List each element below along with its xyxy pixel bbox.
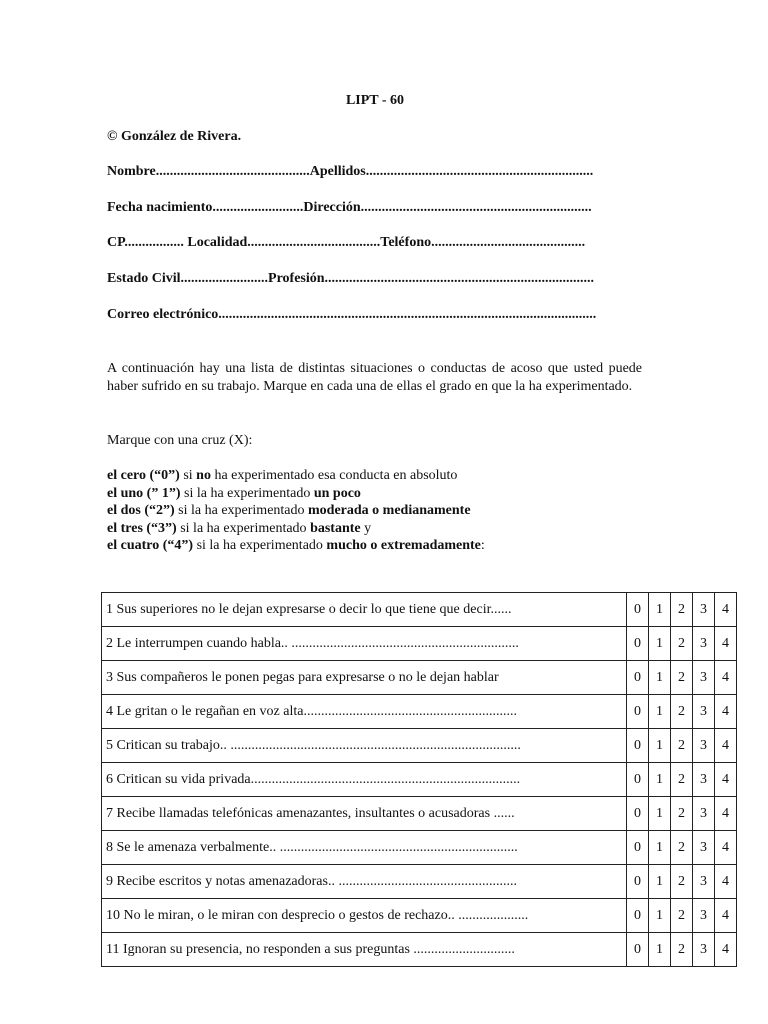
answer-option-4[interactable]: 4 [715,627,737,661]
answer-option-2[interactable]: 2 [671,593,693,627]
scale-mid-bold: no [196,468,211,483]
answer-option-3[interactable]: 3 [693,933,715,967]
answer-option-3[interactable]: 3 [693,865,715,899]
answer-option-3[interactable]: 3 [693,627,715,661]
answer-option-4[interactable]: 4 [715,763,737,797]
page-title: LIPT - 60 [345,93,405,108]
scale-mid-bold: bastante [310,520,361,536]
field-nombre-apellidos: Nombre............................................Apellidos................................................................. [107,164,594,179]
field-fecha-direccion: Fecha nacimiento..........................Dirección.................................................................. [107,200,592,215]
answer-option-2[interactable]: 2 [671,763,693,797]
answer-option-3[interactable]: 3 [693,729,715,763]
table-row [102,899,737,933]
question-text: 4 Le gritan o le regañan en voz alta............................................................. [102,695,627,729]
answer-option-4[interactable]: 4 [715,797,737,831]
table-row [102,661,737,695]
answer-option-4[interactable]: 4 [715,831,737,865]
answer-option-0[interactable]: 0 [627,831,649,865]
answer-option-0[interactable]: 0 [627,899,649,933]
field-cp-localidad-telefono: CP................. Localidad......................................Teléfono............................................ [107,235,586,250]
scale-mid: si [179,468,197,483]
table-row [102,695,737,729]
answer-option-0[interactable]: 0 [627,661,649,695]
table-row [102,933,737,967]
scale-mid: si la ha experimentado [176,520,311,536]
answer-option-1[interactable]: 1 [649,899,671,933]
scale-rest: : [480,538,485,553]
answer-option-0[interactable]: 0 [627,763,649,797]
question-text: 6 Critican su vida privada............................................................................. [102,763,627,797]
answer-option-3[interactable]: 3 [693,831,715,865]
answer-option-0[interactable]: 0 [627,933,649,967]
answer-option-4[interactable]: 4 [715,729,737,763]
scale-mid: si la ha experimentado [174,503,309,518]
answer-option-1[interactable]: 1 [649,695,671,729]
scale-line [107,520,485,538]
scale-line [107,537,485,555]
scale-rest: y [360,520,372,536]
answer-option-2[interactable]: 2 [671,831,693,865]
question-text: 8 Se le amenaza verbalmente.. .................................................................... [102,831,627,865]
answer-option-0[interactable]: 0 [627,627,649,661]
scale-key: el cuatro (“4”) [107,538,194,553]
answer-option-3[interactable]: 3 [693,593,715,627]
answer-option-4[interactable]: 4 [715,933,737,967]
question-text: 2 Le interrumpen cuando habla.. ................................................................. [102,627,627,661]
table-row [102,729,737,763]
scale-mid-bold: mucho o extremadamente [326,538,481,553]
answer-option-4[interactable]: 4 [715,899,737,933]
scale-mid: si la ha experimentado [180,485,314,501]
intro-paragraph: A continuación hay una lista de distintas situaciones o conductas de acoso que usted puede haber sufrido en su trabajo. Marque en cada una de ellas el grado en que la ha experimentado. [107,361,642,394]
scale-mid: si la ha experimentado [193,538,327,553]
scale-legend [107,467,485,555]
scale-key: el tres (“3”) [107,520,177,536]
answer-option-2[interactable]: 2 [671,865,693,899]
answer-option-3[interactable]: 3 [693,899,715,933]
answer-option-3[interactable]: 3 [693,695,715,729]
answer-option-2[interactable]: 2 [671,695,693,729]
answer-option-0[interactable]: 0 [627,797,649,831]
question-text: 3 Sus compañeros le ponen pegas para expresarse o no le dejan hablar [102,661,627,695]
scale-mid-bold: moderada o medianamente [308,503,471,518]
question-text: 9 Recibe escritos y notas amenazadoras.. ................................................... [102,865,627,899]
answer-option-1[interactable]: 1 [649,865,671,899]
answer-option-2[interactable]: 2 [671,627,693,661]
answer-option-3[interactable]: 3 [693,763,715,797]
answer-option-2[interactable]: 2 [671,933,693,967]
answer-option-1[interactable]: 1 [649,831,671,865]
answer-option-3[interactable]: 3 [693,661,715,695]
answer-option-4[interactable]: 4 [715,695,737,729]
table-row [102,831,737,865]
answer-option-1[interactable]: 1 [649,661,671,695]
answer-option-1[interactable]: 1 [649,763,671,797]
answer-option-2[interactable]: 2 [671,899,693,933]
scale-line [107,502,485,520]
answer-option-0[interactable]: 0 [627,593,649,627]
table-row [102,627,737,661]
answer-option-4[interactable]: 4 [715,865,737,899]
answer-option-1[interactable]: 1 [649,627,671,661]
question-text: 1 Sus superiores no le dejan expresarse o decir lo que tiene que decir...... [102,593,627,627]
field-correo-electronico: Correo electrónico............................................................................................................ [107,307,597,322]
answer-option-1[interactable]: 1 [649,729,671,763]
questionnaire-table [101,592,737,967]
scale-rest: ha experimentado esa conducta en absoluto [210,468,458,483]
answer-option-1[interactable]: 1 [649,933,671,967]
answer-option-4[interactable]: 4 [715,661,737,695]
copyright-line: © González de Rivera. [107,129,242,144]
instruction-text: Marque con una cruz (X): [107,433,253,448]
answer-option-4[interactable]: 4 [715,593,737,627]
question-text: 11 Ignoran su presencia, no responden a sus preguntas ............................. [102,933,627,967]
table-row [102,763,737,797]
scale-key: el cero (“0”) [107,468,180,483]
answer-option-2[interactable]: 2 [671,661,693,695]
scale-key: el dos (“2”) [107,503,175,518]
answer-option-1[interactable]: 1 [649,593,671,627]
scale-mid-bold: un poco [313,485,361,501]
table-row [102,593,737,627]
answer-option-3[interactable]: 3 [693,797,715,831]
scale-line [107,485,485,503]
answer-option-2[interactable]: 2 [671,797,693,831]
answer-option-1[interactable]: 1 [649,797,671,831]
answer-option-0[interactable]: 0 [627,865,649,899]
scale-line [107,467,485,485]
answer-option-0[interactable]: 0 [627,729,649,763]
answer-option-2[interactable]: 2 [671,729,693,763]
table-row [102,797,737,831]
question-text: 7 Recibe llamadas telefónicas amenazantes, insultantes o acusadoras ...... [102,797,627,831]
answer-option-0[interactable]: 0 [627,695,649,729]
field-estado-civil-profesion: Estado Civil.........................Profesión............................................................................. [107,271,595,286]
scale-key: el uno (” 1”) [107,485,181,501]
question-text: 10 No le miran, o le miran con desprecio o gestos de rechazo.. .................... [102,899,627,933]
question-text: 5 Critican su trabajo.. ................................................................................... [102,729,627,763]
table-row [102,865,737,899]
